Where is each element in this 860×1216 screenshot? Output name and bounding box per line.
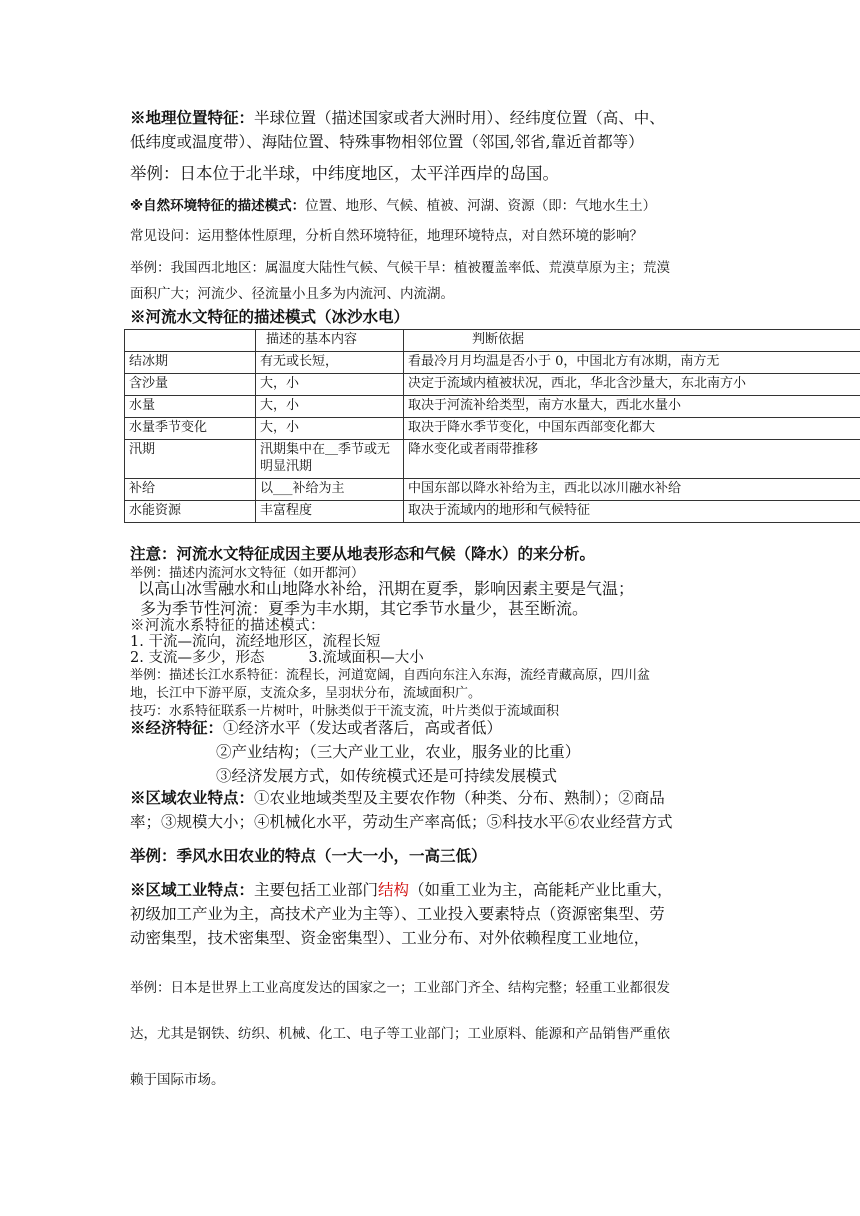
note-example: 举例：描述内流河水文特征（如开都河） [130,566,365,581]
industry-text-1a: 主要包括工业部门 [254,881,379,899]
table-cell: 看最冷月月均温是否小于 0，中国北方有冰期，南方无 [404,352,860,374]
agri-text-2: 率；③规模大小；④机械化水平，劳动生产率高低；⑤科技水平⑥农业经营方式 [130,813,673,831]
industry-line-1 [130,878,673,900]
agri-example: 举例：季风水田农业的特点（一大一小，一高三低） [130,847,487,865]
table-cell: 以___补给为主 [256,479,404,501]
table-header-cell [125,330,256,352]
table-header-cell: 判断依据 [404,330,860,352]
hydrology-table [124,329,860,523]
natural-example-1: 举例：我国西北地区：属温度大陆性气候、气候干旱：植被覆盖率低、荒漠草原为主；荒漠 [130,260,670,276]
industry-text-1b: （如重工业为主，高能耗产业比重大， [409,881,673,899]
geo-example: 举例：日本位于北半球，中纬度地区，太平洋西岸的岛国。 [130,164,559,183]
geo-text-2: 低纬度或温度带）、海陆位置、特殊事物相邻位置（邻国,邻省,靠近首都等） [130,133,644,151]
table-cell: 水量季节变化 [125,418,256,440]
river-table-title: ※河流水文特征的描述模式（冰沙水电） [130,307,410,326]
note-answer-2: 多为季节性河流：夏季为丰水期，其它季节水量少，甚至断流。 [140,599,589,618]
table-row [125,479,860,501]
geo-title: ※地理位置特征： [130,108,255,127]
table-cell: 结冰期 [125,352,256,374]
system-example-2: 地，长江中下游平原，支流众多，呈羽状分布，流域面积广。 [130,686,482,701]
table-cell: 含沙量 [125,374,256,396]
table-row [125,396,860,418]
system-example-1: 举例：描述长江水系特征：流程长，河道宽阔，自西向东注入东海，流经青藏高原，四川盆 [130,668,651,683]
industry-text-2: 初级加工产业为主，高技术产业为主等）、工业投入要素特点（资源密集型、劳 [130,905,665,923]
industry-text-3: 动密集型，技术密集型、资金密集型）、工业分布、对外依赖程度工业地位， [130,929,650,947]
table-cell: 大，小 [256,374,404,396]
industry-text-1-red: 结构 [378,881,410,899]
economy-title: ※经济特征： [130,718,224,737]
geo-line-1 [130,106,665,128]
table-header-row [125,330,860,352]
industry-example-3: 赖于国际市场。 [130,1072,225,1088]
table-cell: 降水变化或者雨带推移 [404,440,860,479]
economy-item-3: ③经济发展方式，如传统模式还是可持续发展模式 [216,767,558,785]
industry-example-2: 达，尤其是钢铁、纺织、机械、化工、电子等工业部门；工业原料、能源和产品销售严重依 [130,1026,670,1042]
natural-text: 位置、地形、气候、植被、河湖、资源（即：气地水生土） [305,198,657,214]
table-cell: 汛期集中在＿季节或无明显汛期 [256,440,404,479]
table-cell: 取决于河流补给类型，南方水量大，西北水量小 [404,396,860,418]
table-cell: 补给 [125,479,256,501]
geo-text-1: 半球位置（描述国家或者大洲时用）、经纬度位置（高、中、 [254,109,665,127]
table-cell: 取决于降水季节变化，中国东西部变化都大 [404,418,860,440]
table-row [125,440,860,479]
system-title: ※河流水系特征的描述模式： [130,618,325,634]
table-cell: 决定于流域内植被状况，西北，华北含沙量大，东北南方小 [404,374,860,396]
note-answer-1: 以高山冰雪融水和山地降水补给，汛期在夏季，影响因素主要是气温； [138,579,635,598]
table-cell: 取决于流域内的地形和气候特征 [404,501,860,523]
table-header-cell: 描述的基本内容 [256,330,404,352]
natural-title: ※自然环境特征的描述模式： [130,198,306,214]
table-cell: 大，小 [256,396,404,418]
economy-item-1: ①经济水平（发达或者落后，高或者低） [223,719,503,737]
table-row [125,501,860,523]
table-cell: 丰富程度 [256,501,404,523]
table-row [125,352,860,374]
system-item-2a: 2. 支流—多少，形态 [130,650,265,666]
system-item-1: 1. 干流—流向，流经地形区，流程长短 [130,634,381,650]
industry-title: ※区域工业特点： [130,880,255,899]
table-cell: 水能资源 [125,501,256,523]
table-cell: 汛期 [125,440,256,479]
table-row [125,374,860,396]
table-cell: 大，小 [256,418,404,440]
industry-example-1: 举例：日本是世界上工业高度发达的国家之一；工业部门齐全、结构完整；轻重工业都很发 [130,980,670,996]
table-cell: 有无或长短， [256,352,404,374]
agri-text-1: ①农业地域类型及主要农作物（种类、分布、熟制）；②商品 [254,789,665,807]
table-cell: 水量 [125,396,256,418]
natural-example-2: 面积广大；河流少、径流量小且多为内流河、内流湖。 [130,286,454,302]
natural-line [130,194,656,214]
agri-title: ※区域农业特点： [130,788,255,807]
agri-line-1 [130,786,665,808]
note-text: 注意：河流水文特征成因主要从地表形态和气候（降水）的来分析。 [130,544,596,563]
table-cell: 中国东部以降水补给为主，西北以冰川融水补给 [404,479,860,501]
natural-question: 常见设问：运用整体性原理，分析自然环境特征，地理环境特点，对自然环境的影响？ [130,228,643,244]
system-item-2b: 3.流域面积—大小 [308,650,424,666]
economy-item-2: ②产业结构；（三大产业工业，农业，服务业的比重） [216,743,581,761]
system-tip: 技巧：水系特征联系一片树叶，叶脉类似于干流支流，叶片类似于流域面积 [130,704,560,719]
economy-line-1 [130,716,502,738]
table-row [125,418,860,440]
